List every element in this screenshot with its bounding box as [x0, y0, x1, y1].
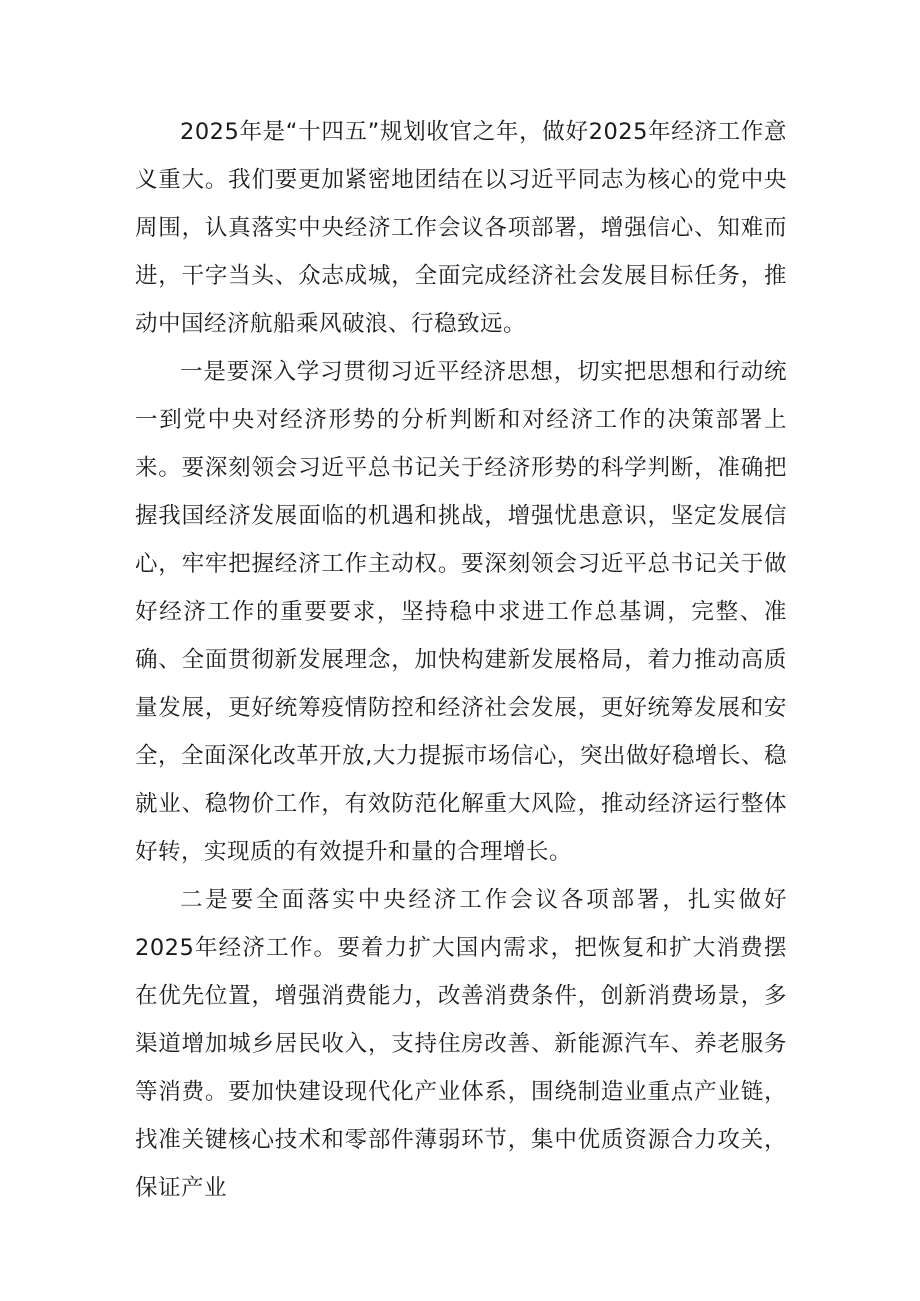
paragraph-point-two: 二是要全面落实中央经济工作会议各项部署，扎实做好2025年经济工作。要着力扩大国内需求，把恢复和扩大消费摆在优先位置，增强消费能力，改善消费条件，创新消费场景，多渠道增加城乡居民收入，支持住房改善、新能源汽车、养老服务等消费。要加快建设现代化产业体系，围绕制造业重点产业链，找准关键核心技术和零部件薄弱环节，集中优质资源合力攻关，保证产业: [135, 887, 787, 1201]
paragraph-intro: 2025年是“十四五”规划收官之年，做好2025年经济工作意义重大。我们要更加紧密地团结在以习近平同志为核心的党中央周围，认真落实中央经济工作会议各项部署，增强信心、知难而进，干字当头、众志成城，全面完成经济社会发展目标任务，推动中国经济航船乘风破浪、行稳致远。: [135, 119, 787, 337]
document-body: [135, 108, 787, 1212]
paragraph-point-one: 一是要深入学习贯彻习近平经济思想，切实把思想和行动统一到党中央对经济形势的分析判断和对经济工作的决策部署上来。要深刻领会习近平总书记关于经济形势的科学判断，准确把握我国经济发展面临的机遇和挑战，增强忧患意识，坚定发展信心，牢牢把握经济工作主动权。要深刻领会习近平总书记关于做好经济工作的重要要求，坚持稳中求进工作总基调，完整、准确、全面贯彻新发展理念，加快构建新发展格局，着力推动高质量发展，更好统筹疫情防控和经济社会发展，更好统筹发展和安全，全面深化改革开放,大力提振市场信心，突出做好稳增长、稳就业、稳物价工作，有效防范化解重大风险，推动经济运行整体好转，实现质的有效提升和量的合理增长。: [135, 359, 787, 865]
